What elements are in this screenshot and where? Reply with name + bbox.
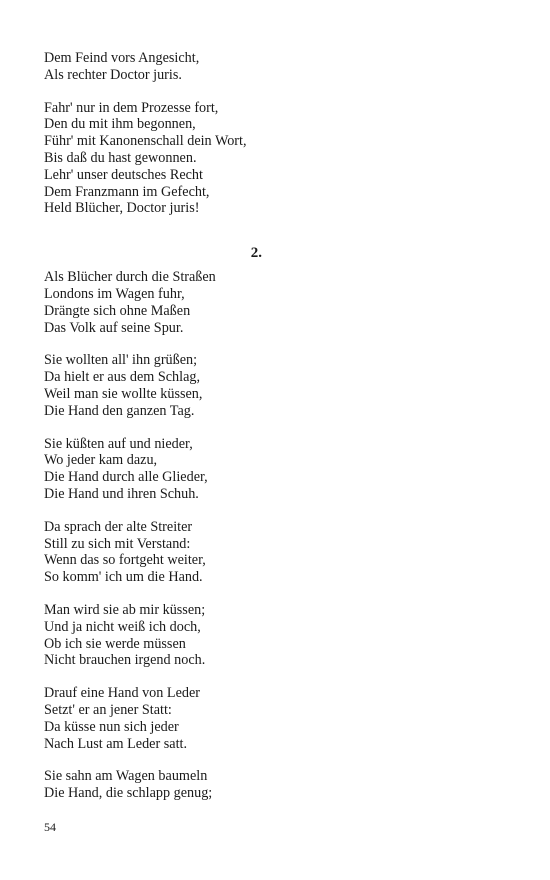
verse-line: Man wird sie ab mir küssen; [44, 601, 206, 618]
stanza [44, 352, 484, 419]
stanza [44, 685, 484, 752]
verse-line: Da küsse nun sich jeder [44, 718, 179, 735]
verse-line: Sie wollten all' ihn grüßen; [44, 352, 198, 369]
verse-line: Die Hand, die schlapp genug; [44, 785, 213, 802]
verse-line: Londons im Wagen fuhr, [44, 285, 185, 302]
stanza [44, 436, 484, 503]
verse-line: Den du mit ihm begonnen, [44, 116, 196, 133]
verse-line: Drängte sich ohne Maßen [44, 302, 191, 319]
verse-line: Dem Franzmann im Gefecht, [44, 183, 210, 200]
verse-line: Lehr' unser deutsches Recht [44, 166, 203, 183]
stanza [44, 602, 484, 669]
stanza [44, 269, 484, 336]
verse-line: Nach Lust am Leder satt. [44, 735, 188, 752]
stanza [44, 768, 484, 802]
verse-line: Weil man sie wollte küssen, [44, 385, 203, 402]
verse-line: Sie sahn am Wagen baumeln [44, 768, 208, 785]
verse-line: Das Volk auf seine Spur. [44, 319, 184, 336]
page-number: 54 [44, 820, 56, 834]
verse-line: Da hielt er aus dem Schlag, [44, 369, 201, 386]
stanza [44, 519, 484, 586]
verse-line: Ob ich sie werde müssen [44, 635, 186, 652]
verse-line: Setzt' er an jener Statt: [44, 701, 172, 718]
verse-line: Nicht brauchen irgend noch. [44, 652, 206, 669]
verse-line: Wenn das so fortgeht weiter, [44, 552, 206, 569]
verse-line: Als rechter Doctor juris. [44, 66, 182, 83]
verse-line: Held Blücher, Doctor juris! [44, 200, 200, 217]
page-text [44, 50, 484, 818]
verse-line: Bis daß du hast gewonnen. [44, 149, 197, 166]
verse-line: Drauf eine Hand von Leder [44, 685, 200, 702]
verse-line: Dem Feind vors Angesicht, [44, 50, 200, 66]
verse-line: Führ' mit Kanonenschall dein Wort, [44, 133, 247, 150]
verse-line: Die Hand durch alle Glieder, [44, 469, 208, 486]
verse-line: Wo jeder kam dazu, [44, 452, 158, 469]
verse-line: Da sprach der alte Streiter [44, 518, 193, 535]
verse-line: So komm' ich um die Hand. [44, 569, 203, 586]
verse-line: Still zu sich mit Verstand: [44, 535, 191, 552]
verse-line: Und ja nicht weiß ich doch, [44, 618, 201, 635]
stanza [44, 100, 484, 218]
verse-line: Fahr' nur in dem Prozesse fort, [44, 99, 219, 116]
stanza [44, 50, 484, 84]
verse-line: Die Hand und ihren Schuh. [44, 485, 199, 502]
section-heading: 2. [250, 245, 262, 262]
verse-line: Die Hand den ganzen Tag. [44, 402, 195, 419]
verse-line: Sie küßten auf und nieder, [44, 435, 193, 452]
verse-line: Als Blücher durch die Straßen [44, 269, 216, 286]
